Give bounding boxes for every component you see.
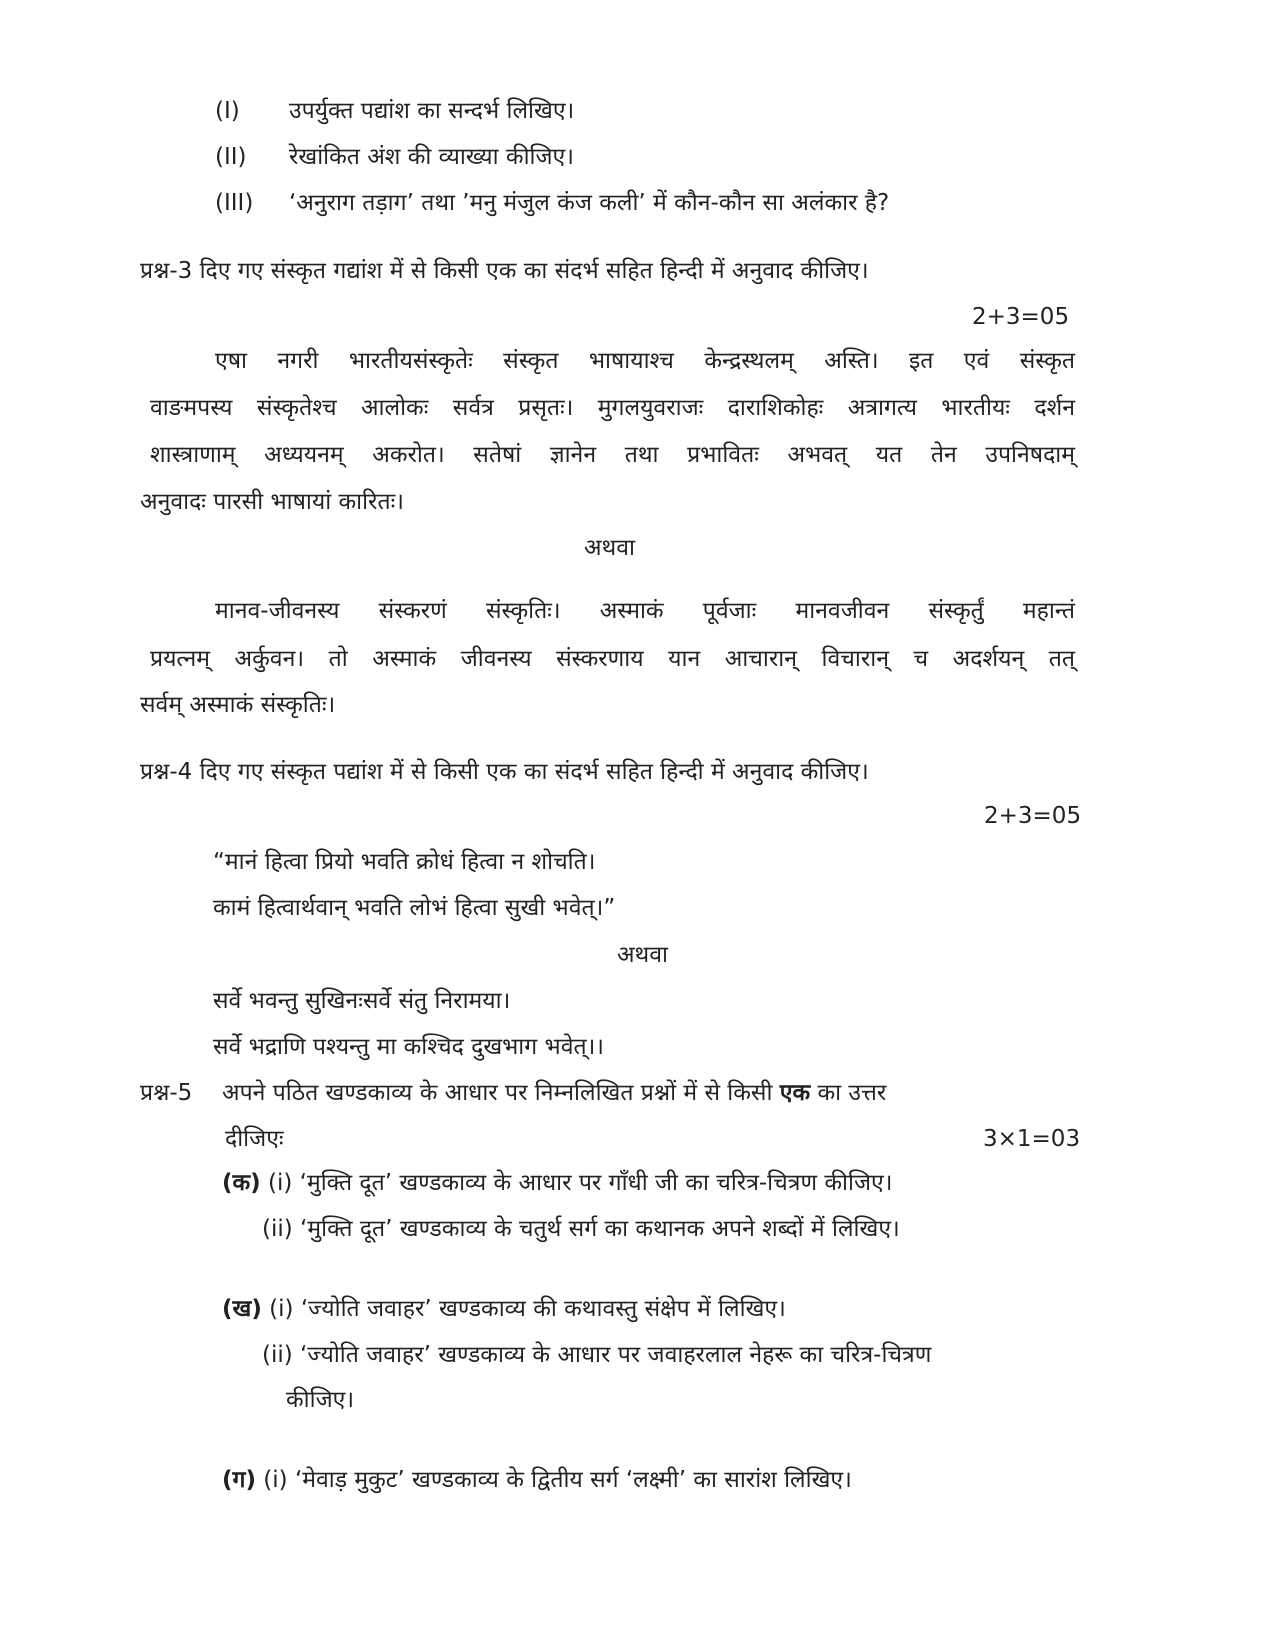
or-divider: अथवा [616, 942, 668, 968]
question-5-heading-text-end: का उत्तर [817, 1080, 887, 1106]
passage-line: शास्त्राणाम् अध्ययनम् अकरोत। सतेषां ज्ञानेन तथा प्रभावितः अभवत् यत तेन उपनिषदाम् [150, 442, 1075, 468]
verse-line: कामं हित्वार्थवान् भवति लोभं हित्वा सुखी भवेत्।” [213, 895, 616, 921]
question-5-heading-bold: एक [779, 1080, 811, 1106]
question-4-heading: प्रश्न-4 दिए गए संस्कृत पद्यांश में से किसी एक का संदर्भ सहित हिन्दी में अनुवाद कीजिए। [140, 759, 869, 785]
question-5-marks: 3×1=03 [983, 1126, 1081, 1152]
passage-line: मानव-जीवनस्य संस्करणं संस्कृतिः। अस्माकं पूर्वजाः मानवजीवन संस्कृर्तुं महान्तं [215, 598, 1075, 624]
option-item [262, 1340, 931, 1370]
passage-line: सर्वम् अस्माकं संस्कृतिः। [140, 692, 336, 718]
option-item [262, 1214, 900, 1244]
subquestion-number: (III) [215, 190, 254, 216]
option-number: (i) [269, 1296, 294, 1322]
question-5-label: प्रश्न-5 [140, 1080, 193, 1106]
question-5-heading [140, 1078, 886, 1108]
verse-line: सर्वे भवन्तु सुखिनःसर्वे संतु निरामया। [213, 988, 511, 1014]
subquestion-2 [215, 142, 574, 172]
subquestion-text: रेखांकित अंश की व्याख्या कीजिए। [289, 144, 574, 170]
option-number: (ii) [262, 1216, 293, 1242]
subquestion-number: (II) [215, 144, 247, 170]
subquestion-text: उपर्युक्त पद्यांश का सन्दर्भ लिखिए। [289, 98, 575, 124]
subquestion-3 [215, 188, 889, 218]
option-group-label: (ग) [222, 1467, 256, 1493]
passage-line: एषा नगरी भारतीयसंस्कृतेः संस्कृत भाषायाश्च केन्द्रस्थलम् अस्ति। इत एवं संस्कृत [215, 348, 1075, 374]
option-number: (i) [268, 1170, 293, 1196]
option-text: ‘ज्योति जवाहर’ खण्डकाव्य के आधार पर जवाहरलाल नेहरू का चरित्र-चित्रण [300, 1342, 932, 1368]
question-5-heading-text: अपने पठित खण्डकाव्य के आधार पर निम्नलिखित प्रश्नों में से किसी [222, 1080, 773, 1106]
option-group-ga [222, 1465, 852, 1495]
option-group-ka [222, 1168, 892, 1198]
question-3-heading: प्रश्न-3 दिए गए संस्कृत गद्यांश में से किसी एक का संदर्भ सहित हिन्दी में अनुवाद कीजिए। [140, 258, 869, 284]
passage-line: प्रयत्नम् अर्कुवन। तो अस्माकं जीवनस्य संस्करणाय यान आचारान् विचारान् च अदर्शयन् तत् [150, 646, 1075, 672]
option-text: ‘ज्योति जवाहर’ खण्डकाव्य की कथावस्तु संक्षेप में लिखिए। [300, 1296, 786, 1322]
passage-line: वाङमपस्य संस्कृतेश्च आलोकः सर्वत्र प्रसृतः। मुगलयुवराजः दाराशिकोहः अत्रागत्य भारतीयः दर्शन [150, 395, 1075, 421]
subquestion-text: ‘अनुराग तड़ाग’ तथा ’मनु मंजुल कंज कली’ में कौन-कौन सा अलंकार है? [289, 190, 890, 216]
option-text-continuation: कीजिए। [286, 1387, 355, 1413]
option-number: (i) [263, 1467, 288, 1493]
question-4-marks: 2+3=05 [984, 803, 1082, 829]
option-text: ‘मुक्ति दूत’ खण्डकाव्य के चतुर्थ सर्ग का कथानक अपने शब्दों में लिखिए। [300, 1216, 900, 1242]
option-text: ‘मेवाड़ मुकुट’ खण्डकाव्य के द्वितीय सर्ग ‘लक्ष्मी’ का सारांश लिखिए। [294, 1467, 852, 1493]
or-divider: अथवा [583, 535, 635, 561]
subquestion-number: (I) [215, 98, 240, 124]
verse-line: “मानं हित्वा प्रियो भवति क्रोधं हित्वा न शोचति। [213, 849, 596, 875]
option-group-label: (ख) [222, 1296, 262, 1322]
option-group-kha [222, 1294, 786, 1324]
passage-line: अनुवादः पारसी भाषायां कारितः। [140, 489, 404, 515]
question-5-heading-line2: दीजिएः [225, 1126, 284, 1152]
subquestion-1 [215, 96, 574, 126]
option-number: (ii) [262, 1342, 293, 1368]
option-text: ‘मुक्ति दूत’ खण्डकाव्य के आधार पर गाँधी जी का चरित्र-चित्रण कीजिए। [299, 1170, 893, 1196]
question-3-marks: 2+3=05 [972, 304, 1070, 330]
option-group-label: (क) [222, 1170, 261, 1196]
verse-line: सर्वे भद्राणि पश्यन्तु मा कश्चिद दुखभाग भवेत्।। [213, 1034, 605, 1060]
